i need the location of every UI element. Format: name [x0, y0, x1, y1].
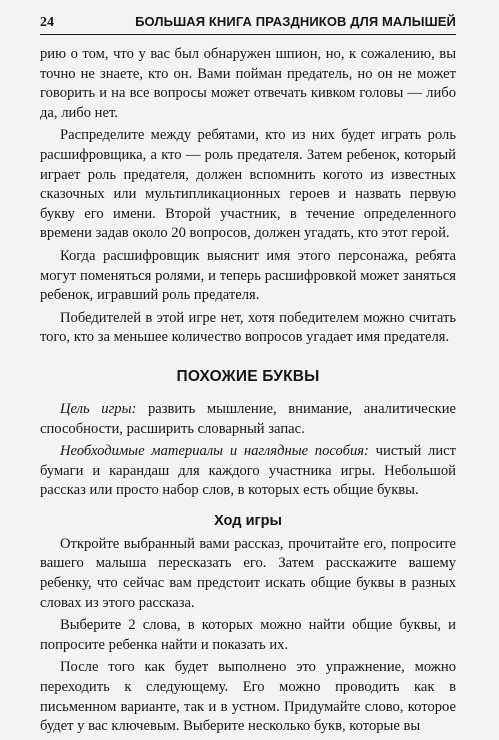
paragraph-step-2: Выберите 2 слова, в которых можно найти общие буквы, и попросите ребенка найти и показать их.: [40, 617, 456, 653]
goal-label: Цель игры:: [60, 400, 137, 417]
paragraph-step-3: После того как будет выполнено это упражнение, можно переходить к следующему. Его можно проводить как в письменном варианте, так и в устном. Придумайте слово, которое будет у вас ключевым. Выберите несколько букв, которые вы: [40, 659, 456, 735]
paragraph-step-1: Откройте выбранный вами рассказ, прочитайте его, попросите вашего малыша пересказать его. Затем расскажите вашему ребенку, что сейчас вам предстоит искать общие буквы в разных словах из этого рассказа.: [40, 535, 456, 611]
paragraph-continuation: рию о том, что у вас был обнаружен шпион, но, к сожалению, вы точно не знаете, кто он. Вами пойман предатель, но он не может говорить и на все вопросы может отвечать кивком головы — либо да, либо нет.: [40, 46, 456, 121]
goal-text: развить мышление, внимание, аналитические способности, расширить словарный запас.: [40, 400, 456, 437]
materials-text: чистый лист бумаги и карандаш для каждого участника игры. Небольшой рассказ или просто набор слов, в которых есть общие буквы.: [40, 443, 456, 499]
materials-label: Необходимые материалы и наглядные пособия:: [60, 443, 369, 460]
paragraph-winner: Победителей в этой игре нет, хотя победителем можно считать того, кто за меньшее количество вопросов угадает имя предателя.: [40, 309, 456, 346]
subsection-title: Ход игры: [213, 512, 282, 529]
page-number: 24: [40, 15, 54, 30]
paragraph-swap-roles: Когда расшифровщик выяснит имя этого персонажа, ребята могут поменяться ролями, и теперь расшифровкой может заняться ребенок, игравший роль предателя.: [40, 247, 456, 304]
paragraph-roles: Распределите между ребятами, кто из них будет играть роль расшифровщика, а кто — роль предателя. Затем ребенок, который играет роль предателя, должен вспомнить когото из известных сказочных или мультипликационных героев и назвать первую букву его имени. Второй участник, в течение определенного времени задав около 20 вопросов, должен угадать, кто этот герой.: [40, 127, 456, 242]
paragraph-materials: [40, 442, 456, 501]
running-head: [40, 14, 456, 35]
book-page: [40, 14, 456, 740]
book-title: БОЛЬШАЯ КНИГА ПРАЗДНИКОВ ДЛЯ МАЛЫШЕЙ: [135, 14, 456, 29]
section-title: ПОХОЖИЕ БУКВЫ: [176, 367, 320, 385]
paragraph-goal: [40, 400, 456, 439]
body-text: [40, 45, 456, 737]
